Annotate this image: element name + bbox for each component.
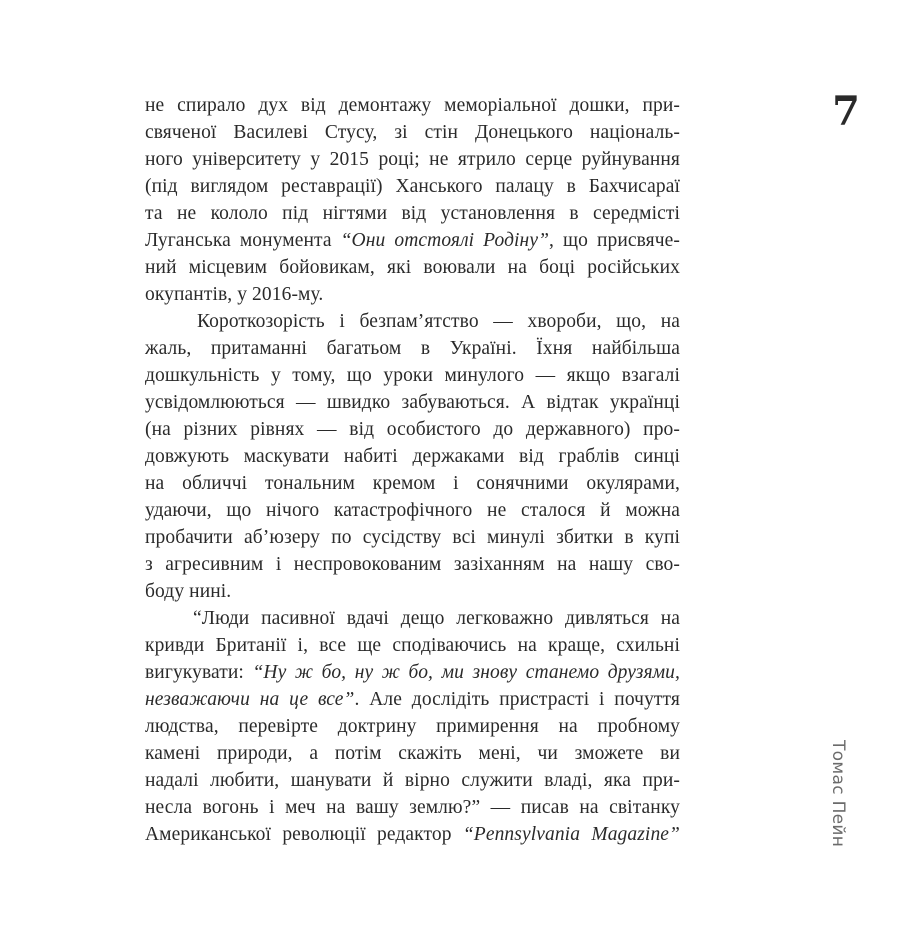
text-segment: . Але дослідіть пристрасті і почуття bbox=[354, 689, 680, 710]
running-head-author: Томас Пейн bbox=[828, 740, 848, 848]
text-segment: Луганська монумента bbox=[145, 230, 341, 251]
text-line: кривди Британії і, все ще сподіваючись на краще, схильні bbox=[145, 635, 680, 656]
text-segment: вигукувати: bbox=[145, 662, 253, 683]
paragraph-start-line: “Люди пасивної вдачі дещо легковажно дивляться на bbox=[193, 608, 680, 629]
text-line: ного університету у 2015 році; не ятрило серце руйнування bbox=[145, 149, 680, 170]
text-line bbox=[145, 821, 680, 848]
text-line: (на різних рівнях — від особистого до державного) про- bbox=[145, 419, 680, 440]
italic-title: “Pennsylvania Magazine” bbox=[462, 824, 680, 845]
text-line: дошкульність у тому, що уроки минулого — якщо взагалі bbox=[145, 365, 680, 386]
text-line: довжують маскувати набиті держаками від граблів синці bbox=[145, 446, 680, 467]
text-line: ний місцевим бойовикам, які воювали на боці російських bbox=[145, 257, 680, 278]
text-line: не спирало дух від демонтажу меморіальної дошки, при- bbox=[145, 95, 680, 116]
italic-quote: “Ну ж бо, ну ж бо, ми знову станемо друзями, bbox=[252, 662, 681, 683]
text-line: надалі любити, шанувати й вірно служити владі, яка при- bbox=[145, 770, 680, 791]
italic-quote: “Они отстоялі Родіну” bbox=[340, 230, 550, 251]
text-line bbox=[145, 227, 680, 254]
text-line: окупантів, у 2016-му. bbox=[145, 284, 324, 305]
text-segment: Американської революції редактор bbox=[145, 824, 463, 845]
text-line: з агресивним і неспровокованим зазіханням на нашу сво- bbox=[145, 554, 680, 575]
text-line: людства, перевірте доктрину примирення на пробному bbox=[145, 716, 680, 737]
text-line: боду нині. bbox=[145, 581, 232, 602]
text-segment: , що присвяче- bbox=[549, 230, 681, 251]
text-line: (під виглядом реставрації) Ханського палацу в Бахчисараї bbox=[145, 176, 680, 197]
text-line: камені природи, а потім скажіть мені, чи зможете ви bbox=[145, 743, 680, 764]
text-line: свяченої Василеві Стусу, зі стін Донецького національ- bbox=[145, 122, 680, 143]
page-number: 7 bbox=[832, 88, 860, 135]
paragraph-start-line: Короткозорість і безпам’ятство — хвороби, що, на bbox=[197, 311, 680, 332]
text-line: усвідомлюються — швидко забуваються. А відтак українці bbox=[145, 392, 680, 413]
text-line: та не кололо під нігтями від установлення в середмісті bbox=[145, 203, 680, 224]
text-line: на обличчі тональним кремом і сонячними окулярами, bbox=[145, 473, 680, 494]
text-line: несла вогонь і меч на вашу землю?” — писав на світанку bbox=[145, 797, 680, 818]
body-text bbox=[145, 92, 680, 848]
text-line: удаючи, що нічого катастрофічного не сталося й можна bbox=[145, 500, 680, 521]
text-line: жаль, притаманні багатьом в Україні. Їхня найбільша bbox=[145, 338, 680, 359]
text-line bbox=[145, 686, 680, 713]
italic-quote: незважаючи на це все” bbox=[145, 689, 355, 710]
text-line: пробачити аб’юзеру по сусідству всі минулі збитки в купі bbox=[145, 527, 680, 548]
text-line bbox=[145, 659, 680, 686]
